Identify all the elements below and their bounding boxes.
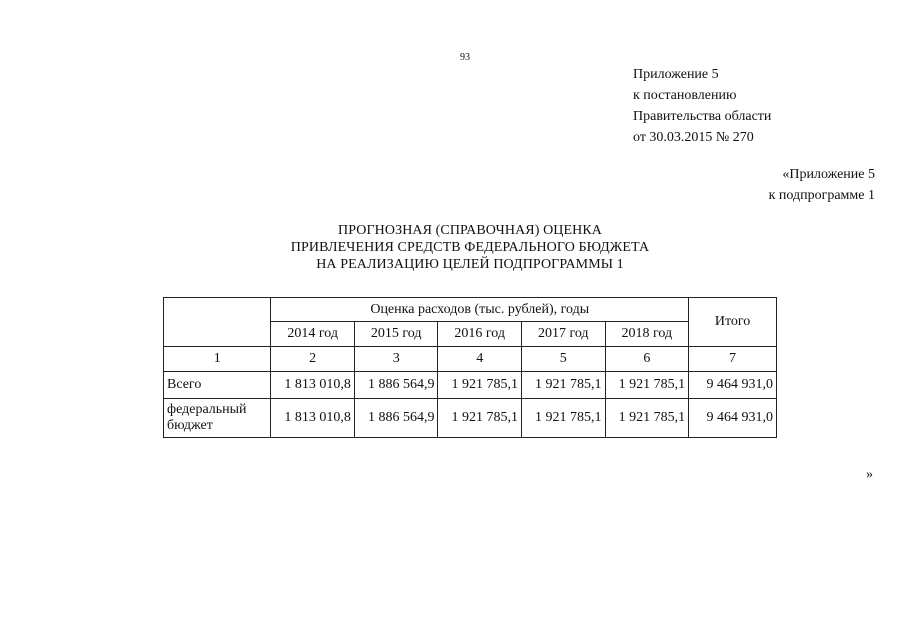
table-row: [164, 399, 777, 438]
table-cell: 1 886 564,9: [354, 372, 438, 399]
appendix-line: Правительства области: [633, 109, 772, 124]
appendix-line: к постановлению: [633, 88, 737, 103]
row-total-cell: 9 464 931,0: [689, 399, 777, 438]
column-number: 5: [521, 347, 605, 372]
table-cell: 1 921 785,1: [438, 372, 522, 399]
column-number-row: [164, 347, 777, 372]
column-number: 3: [354, 347, 438, 372]
expense-estimate-header: Оценка расходов (тыс. рублей), годы: [271, 298, 689, 322]
title-line: НА РЕАЛИЗАЦИЮ ЦЕЛЕЙ ПОДПРОГРАММЫ 1: [316, 257, 624, 272]
year-header: 2015 год: [354, 322, 438, 347]
table-cell: 1 921 785,1: [605, 399, 689, 438]
page-number: 93: [460, 52, 470, 63]
table-header-row: [164, 298, 777, 322]
table-cell: 1 813 010,8: [271, 399, 355, 438]
column-number: 2: [271, 347, 355, 372]
budget-estimate-table: [163, 297, 777, 438]
table-row: [164, 372, 777, 399]
table-cell: 1 886 564,9: [354, 399, 438, 438]
year-header: 2018 год: [605, 322, 689, 347]
appendix-line: от 30.03.2015 № 270: [633, 130, 754, 145]
table-cell: 1 921 785,1: [605, 372, 689, 399]
appendix-reference: [633, 64, 771, 148]
document-title: [200, 222, 740, 273]
total-header: Итого: [689, 298, 777, 347]
column-number: 7: [689, 347, 777, 372]
year-header: 2017 год: [521, 322, 605, 347]
header-empty-cell: [164, 298, 271, 347]
table-cell: 1 813 010,8: [271, 372, 355, 399]
subprogram-appendix-line: к подпрограмме 1: [768, 188, 875, 203]
title-line: ПРОГНОЗНАЯ (СПРАВОЧНАЯ) ОЦЕНКА: [337, 223, 603, 238]
year-header: 2016 год: [438, 322, 522, 347]
table-cell: 1 921 785,1: [521, 372, 605, 399]
column-number: 6: [605, 347, 689, 372]
title-line: ПРИВЛЕЧЕНИЯ СРЕДСТВ ФЕДЕРАЛЬНОГО БЮДЖЕТА: [290, 240, 650, 255]
row-total-cell: 9 464 931,0: [689, 372, 777, 399]
closing-quote-mark: »: [866, 467, 873, 482]
row-label: федеральный бюджет: [164, 399, 271, 438]
column-number: 4: [438, 347, 522, 372]
subprogram-appendix-line: «Приложение 5: [782, 167, 875, 182]
column-number: 1: [164, 347, 271, 372]
subprogram-appendix-reference: [769, 164, 875, 206]
table-cell: 1 921 785,1: [438, 399, 522, 438]
year-header: 2014 год: [271, 322, 355, 347]
table-cell: 1 921 785,1: [521, 399, 605, 438]
appendix-line: Приложение 5: [633, 67, 719, 82]
row-label: Всего: [164, 372, 271, 399]
